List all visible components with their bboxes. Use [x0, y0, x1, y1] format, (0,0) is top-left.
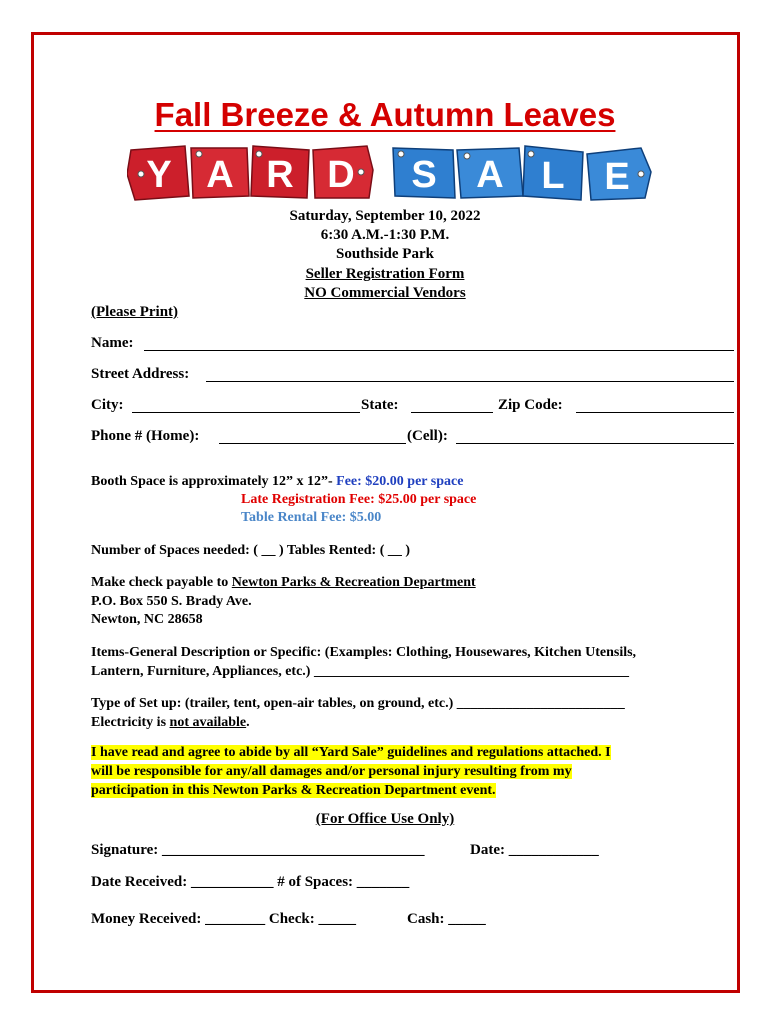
money-received-field[interactable]: Money Received: ________ Check: _____ [91, 911, 356, 927]
electricity-status: not available [169, 715, 247, 730]
svg-text:S: S [411, 154, 437, 196]
office-date-field[interactable]: Date: ____________ [470, 842, 599, 858]
cash-field[interactable]: Cash: _____ [407, 911, 486, 927]
svg-text:D: D [327, 154, 355, 196]
setup-info [91, 694, 625, 732]
payment-address-line1: P.O. Box 550 S. Brady Ave. [91, 593, 252, 609]
form-name: Seller Registration Form [305, 265, 465, 282]
event-date: Saturday, September 10, 2022 [289, 208, 481, 224]
state-field[interactable] [411, 412, 493, 413]
phone-home-label: Phone # (Home): [91, 428, 200, 444]
payee: Newton Parks & Recreation Department [231, 575, 476, 590]
street-address-label: Street Address: [91, 366, 190, 382]
please-print-note: (Please Print) [91, 304, 179, 320]
spaces-and-tables: Number of Spaces needed: ( __ ) Tables Rented: ( __ ) [91, 543, 411, 558]
items-line1: Items-General Description or Specific: (Examples: Clothing, Housewares, Kitchen Utensils, [91, 645, 637, 660]
phone-cell-field[interactable] [456, 443, 734, 444]
items-description [91, 643, 636, 681]
date-received-field[interactable]: Date Received: ___________ # of Spaces: _______ [91, 874, 410, 890]
svg-text:E: E [604, 156, 630, 198]
payable-prefix: Make check payable to [91, 575, 232, 590]
city-label: City: [91, 397, 124, 413]
booth-space-line [91, 474, 463, 490]
svg-text:A: A [206, 154, 234, 196]
office-use-heading: (For Office Use Only) [315, 811, 455, 827]
name-field[interactable] [144, 350, 734, 351]
items-line2[interactable]: Lantern, Furniture, Appliances, etc.) _____________________________________________ [91, 664, 629, 679]
svg-text:R: R [266, 154, 294, 196]
payment-info [91, 574, 476, 630]
agreement-line1: I have read and agree to abide by all “Yard Sale” guidelines and regulations attached. I [91, 745, 611, 760]
electricity-suffix: . [246, 715, 250, 730]
svg-text:L: L [541, 155, 565, 197]
name-label: Name: [91, 335, 134, 351]
payment-address-line2: Newton, NC 28658 [91, 612, 203, 627]
booth-space-text: Booth Space is approximately 12” x 12”- [91, 474, 333, 489]
state-label: State: [361, 397, 399, 413]
agreement-statement [91, 743, 611, 800]
street-address-field[interactable] [206, 381, 734, 382]
vendor-note: NO Commercial Vendors [304, 284, 466, 301]
svg-text:Y: Y [146, 154, 172, 196]
phone-home-field[interactable] [219, 443, 406, 444]
event-location: Southside Park [336, 246, 434, 263]
page-title: Fall Breeze & Autumn Leaves [154, 96, 616, 133]
agreement-line2: will be responsible for any/all damages and/or personal injury resulting from my [91, 764, 572, 779]
event-info [0, 207, 770, 303]
late-registration-fee: Late Registration Fee: $25.00 per space [241, 492, 477, 507]
zip-code-label: Zip Code: [498, 397, 563, 413]
booth-fee: Fee: $20.00 per space [336, 474, 464, 489]
agreement-line3: participation in this Newton Parks & Recreation Department event. [91, 783, 496, 798]
table-rental-fee: Table Rental Fee: $5.00 [241, 510, 382, 525]
yard-sale-banner [127, 140, 653, 202]
event-time: 6:30 A.M.-1:30 P.M. [320, 227, 450, 244]
svg-text:A: A [476, 154, 504, 196]
setup-type-line[interactable]: Type of Set up: (trailer, tent, open-air tables, on ground, etc.) ________________________ [91, 696, 625, 711]
city-field[interactable] [132, 412, 360, 413]
electricity-prefix: Electricity is [91, 715, 170, 730]
signature-field[interactable]: Signature: ___________________________________ [91, 842, 425, 858]
phone-cell-label: (Cell): [407, 428, 448, 444]
zip-code-field[interactable] [576, 412, 734, 413]
